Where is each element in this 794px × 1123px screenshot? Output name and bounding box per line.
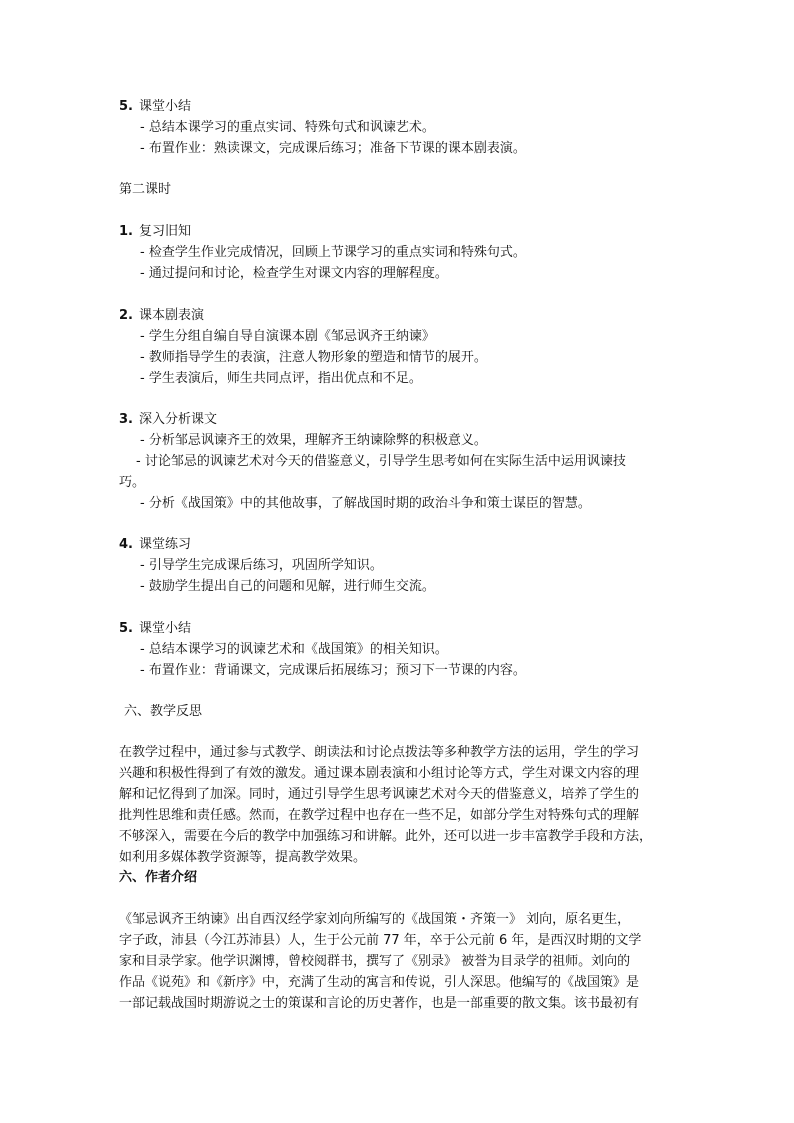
item-number: 3. [119,412,133,427]
reflection-line: 兴趣和积极性得到了有效的激发。通过课本剧表演和小组讨论等方式，学生对课文内容的理 [119,766,640,781]
bullet-line: - 布置作业：熟读课文，完成课后练习；准备下节课的课本剧表演。 [140,141,526,156]
item-number: 5. [119,621,133,636]
item-number: 5. [119,99,133,114]
bullet-line: - 分析邹忌讽谏齐王的效果，理解齐王纳谏除弊的积极意义。 [140,433,487,448]
bullet-line: - 学生表演后，师生共同点评，指出优点和不足。 [140,371,422,386]
bullet-line: - 总结本课学习的讽谏艺术和《战国策》的相关知识。 [140,642,448,657]
bullet-line: - 学生分组自编自导自演课本剧《邹忌讽齐王纳谏》 [140,329,435,344]
item-number: 2. [119,308,133,323]
item-number: 4. [119,537,133,552]
item-title: 复习旧知 [138,224,191,239]
item-4-title [119,535,191,555]
author-line: 家和目录学家。他学识渊博，曾校阅群书，撰写了《别录》 被誉为目录学的祖师。刘向的 [119,954,631,969]
item-5-title [119,619,191,639]
bullet-line: - 布置作业：背诵课文，完成课后拓展练习；预习下一节课的内容。 [140,663,526,678]
bullet-line: - 检查学生作业完成情况，回顾上节课学习的重点实词和特殊句式。 [140,245,526,260]
item-5-title [119,97,191,117]
author-line: 《邹忌讽齐王纳谏》出自西汉经学家刘向所编写的《战国策・齐策一》 刘向，原名更生， [119,912,631,927]
bullet-line: - 讨论邹忌的讽谏艺术对今天的借鉴意义，引导学生思考如何在实际生活中运用讽谏技 [136,454,626,469]
item-title: 课堂小结 [138,621,191,636]
reflection-line: 在教学过程中，通过参与式教学、朗读法和讨论点拨法等多种教学方法的运用，学生的学习 [119,745,640,760]
bullet-line: - 鼓励学生提出自己的问题和见解，进行师生交流。 [140,579,435,594]
section-heading: 第二课时 [119,182,172,197]
item-title: 课堂练习 [138,537,191,552]
item-2-title [119,306,204,326]
author-line: 作品《说苑》和《新序》中，充满了生动的寓言和传说，引人深思。他编写的《战国策》是 [119,975,640,990]
reflection-line: 解和记忆得到了加深。同时，通过引导学生思考讽谏艺术对今天的借鉴意义，培养了学生的 [119,787,640,802]
reflection-line: 不够深入，需要在今后的教学中加强练习和讲解。此外，还可以进一步丰富教学手段和方法， [119,829,653,844]
item-number: 1. [119,224,133,239]
item-1-title [119,222,191,242]
reflection-heading: 六、教学反思 [124,704,203,719]
item-title: 课堂小结 [138,99,191,114]
item-3-title [119,410,217,430]
bullet-line-continuation: 巧。 [119,475,146,490]
bullet-line: - 通过提问和讨论，检查学生对课文内容的理解程度。 [140,266,448,281]
author-heading: 六、作者介绍 [119,870,198,885]
author-line: 字子政，沛县（今江苏沛县）人，生于公元前 77 年，卒于公元前 6 年，是西汉时期的文学 [119,933,642,948]
author-line: 一部记载战国时期游说之士的策谋和言论的历史著作，也是一部重要的散文集。该书最初有 [119,996,640,1011]
bullet-line: - 引导学生完成课后练习，巩固所学知识。 [140,558,383,573]
item-title: 课本剧表演 [138,308,204,323]
reflection-line: 批判性思维和责任感。然而，在教学过程中也存在一些不足，如部分学生对特殊句式的理解 [119,808,640,823]
bullet-line: - 教师指导学生的表演，注意人物形象的塑造和情节的展开。 [140,350,487,365]
bullet-line: - 分析《战国策》中的其他故事，了解战国时期的政治斗争和策士谋臣的智慧。 [140,496,591,511]
reflection-line: 如利用多媒体教学资源等，提高教学效果。 [119,850,367,865]
bullet-line: - 总结本课学习的重点实词、特殊句式和讽谏艺术。 [140,120,435,135]
item-title: 深入分析课文 [138,412,217,427]
